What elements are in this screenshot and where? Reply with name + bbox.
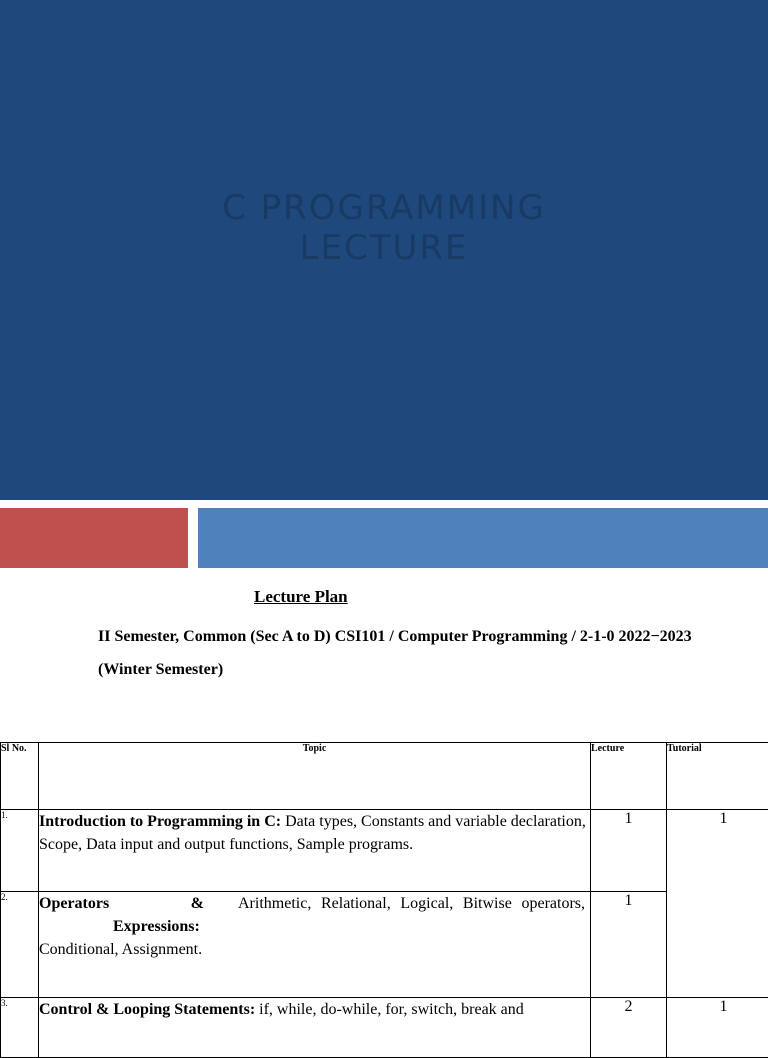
lecture-plan-heading: Lecture Plan — [254, 587, 348, 607]
row-topic — [39, 892, 591, 998]
cover-title-line1: C PROGRAMMING — [0, 188, 768, 228]
row-lecture: 1 — [591, 892, 667, 998]
semester-subtitle: (Winter Semester) — [98, 661, 223, 679]
table-header-row — [1, 743, 768, 810]
table-row — [1, 892, 768, 998]
table-row — [1, 810, 768, 892]
header-tutorial: Tutorial — [667, 743, 768, 810]
topic-text: Conditional, Assignment. — [39, 938, 590, 961]
cover-slide — [0, 0, 768, 500]
topic-title-part: Expressions: — [39, 915, 590, 938]
row-lecture: 2 — [591, 998, 667, 1058]
accent-band-red — [0, 508, 188, 568]
row-tutorial: 1 — [667, 998, 768, 1058]
row-sl-no: 1. — [1, 810, 39, 892]
row-tutorial: 1 — [667, 810, 768, 998]
lecture-plan-table — [0, 742, 768, 1058]
topic-title-part: Operators — [39, 892, 109, 915]
topic-text: if, while, do-while, for, switch, break and — [255, 1001, 524, 1018]
topic-title: Control & Looping Statements: — [39, 1001, 255, 1018]
row-sl-no: 3. — [1, 998, 39, 1058]
topic-text: Data types, Constants and variable declaration, Scope, Data input and output functions, Sample programs. — [39, 813, 586, 853]
topic-title-amp: & — [191, 892, 204, 915]
cover-title-line2: LECTURE — [0, 228, 768, 268]
row-sl-no: 2. — [1, 892, 39, 998]
cover-title — [0, 188, 768, 268]
course-subtitle: II Semester, Common (Sec A to D) CSI101 / Computer Programming / 2-1-0 2022−2023 — [98, 628, 692, 646]
accent-band-blue — [198, 508, 768, 568]
topic-title: Introduction to Programming in C: — [39, 813, 281, 830]
header-sl-no: Sl No. — [1, 743, 39, 810]
header-topic: Topic — [39, 743, 591, 810]
row-lecture: 1 — [591, 810, 667, 892]
topic-text: Arithmetic, Relational, Logical, Bitwise operators, — [234, 892, 585, 915]
row-topic — [39, 998, 591, 1058]
table-row — [1, 998, 768, 1058]
topic-title — [39, 892, 234, 915]
row-topic — [39, 810, 591, 892]
header-lecture: Lecture — [591, 743, 667, 810]
